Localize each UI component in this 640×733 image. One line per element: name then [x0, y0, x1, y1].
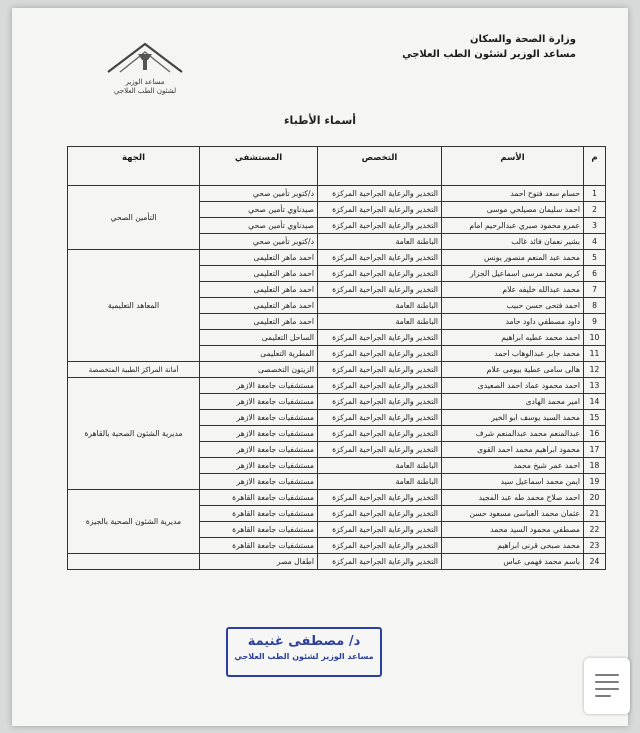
row-number: 4	[584, 234, 606, 250]
doctor-name: مصطفي محمود السيد محمد	[442, 522, 584, 538]
doctor-name: محمد عبد المنعم منصور يونس	[442, 250, 584, 266]
row-number: 12	[584, 362, 606, 378]
table-row	[68, 378, 606, 394]
row-number: 7	[584, 282, 606, 298]
doctor-name: احمد سليمان مصيلحي موسى	[442, 202, 584, 218]
doctor-name: احمد محمود عماد احمد الصعيدى	[442, 378, 584, 394]
doctor-specialty: الباطنة العامة	[318, 234, 442, 250]
row-number: 17	[584, 442, 606, 458]
doctor-hospital: الزيتون التخصصى	[200, 362, 318, 378]
stamp-name: د/ مصطفى غنيمة	[247, 634, 361, 649]
doctor-specialty: التخدير والرعاية الجراحية المركزة	[318, 378, 442, 394]
table-row	[68, 554, 606, 570]
authority-cairo: مديرية الشئون الصحية بالقاهرة	[68, 378, 200, 490]
column-header-num: م	[584, 147, 606, 186]
authority-empty	[68, 554, 200, 570]
doctor-name: محمود ابراهيم محمد احمد القوى	[442, 442, 584, 458]
doctor-hospital: مستشفيات جامعة القاهرة	[200, 506, 318, 522]
table-row	[68, 490, 606, 506]
row-number: 13	[584, 378, 606, 394]
doctor-hospital: احمد ماهر التعليمى	[200, 298, 318, 314]
row-number: 2	[584, 202, 606, 218]
doctor-name: عثمان محمد العباسى مسعود حسن	[442, 506, 584, 522]
doctor-specialty: التخدير والرعاية الجراحية المركزة	[318, 282, 442, 298]
doc-lines-icon	[595, 681, 619, 683]
doctor-hospital: مستشفيات جامعة الازهر	[200, 378, 318, 394]
row-number: 14	[584, 394, 606, 410]
row-number: 6	[584, 266, 606, 282]
doctor-name: حسام سعد فتوح احمد	[442, 186, 584, 202]
doctor-hospital: د/كتوبر تأمين صحي	[200, 234, 318, 250]
doctor-specialty: التخدير والرعاية الجراحية المركزة	[318, 266, 442, 282]
document-view-button[interactable]	[584, 658, 630, 714]
doctor-name: داود مصطفي داود حامد	[442, 314, 584, 330]
document-page	[12, 8, 628, 726]
doctor-specialty: التخدير والرعاية الجراحية المركزة	[318, 538, 442, 554]
doctor-hospital: مستشفيات جامعة الازهر	[200, 394, 318, 410]
column-header-authority: الجهة	[68, 147, 200, 186]
doctor-name: احمد محمد عطيه ابراهيم	[442, 330, 584, 346]
doctor-hospital: مستشفيات جامعة الازهر	[200, 426, 318, 442]
doctor-name: امير محمد الهادى	[442, 394, 584, 410]
table-row	[68, 250, 606, 266]
doctor-hospital: الساحل التعليمى	[200, 330, 318, 346]
authority-insurance: التأمين الصحي	[68, 186, 200, 250]
doctor-specialty: الباطنة العامة	[318, 298, 442, 314]
row-number: 23	[584, 538, 606, 554]
doctor-name: كريم محمد مرسى اسماعيل الجزار	[442, 266, 584, 282]
doctor-hospital: مستشفيات جامعة القاهرة	[200, 490, 318, 506]
column-header-specialty: التخصص	[318, 147, 442, 186]
column-header-name: الأسم	[442, 147, 584, 186]
doctor-hospital: مستشفيات جامعة الازهر	[200, 410, 318, 426]
authority-giza: مديرية الشئون الصحية بالجيزة	[68, 490, 200, 554]
doctor-name: ايمن محمد اسماعيل سيد	[442, 474, 584, 490]
stamp-title: مساعد الوزير لشئون الطب العلاجي	[234, 652, 374, 661]
doctor-specialty: الباطنة العامة	[318, 458, 442, 474]
ministry-logo	[90, 38, 200, 100]
doctor-hospital: اطفال مصر	[200, 554, 318, 570]
row-number: 24	[584, 554, 606, 570]
logo-caption-1: مساعد الوزير	[125, 78, 165, 86]
doctor-name: بشير نعمان فائد غالب	[442, 234, 584, 250]
doctor-specialty: التخدير والرعاية الجراحية المركزة	[318, 426, 442, 442]
doctor-specialty: التخدير والرعاية الجراحية المركزة	[318, 506, 442, 522]
row-number: 22	[584, 522, 606, 538]
doctor-hospital: مستشفيات جامعة الازهر	[200, 474, 318, 490]
doctor-name: عمرو محمود صبري عبدالرحيم امام	[442, 218, 584, 234]
row-number: 20	[584, 490, 606, 506]
doctor-specialty: التخدير والرعاية الجراحية المركزة	[318, 442, 442, 458]
doctor-hospital: صيدناوي تأمين صحي	[200, 218, 318, 234]
doctor-specialty: الباطنة العامة	[318, 314, 442, 330]
doctor-hospital: احمد ماهر التعليمى	[200, 266, 318, 282]
row-number: 1	[584, 186, 606, 202]
row-number: 9	[584, 314, 606, 330]
doctor-specialty: التخدير والرعاية الجراحية المركزة	[318, 410, 442, 426]
doctor-specialty: التخدير والرعاية الجراحية المركزة	[318, 330, 442, 346]
doctor-specialty: التخدير والرعاية الجراحية المركزة	[318, 394, 442, 410]
doctor-name: محمد جابر عبدالوهاب احمد	[442, 346, 584, 362]
doctor-name: عبدالمنعم محمد عبدالمنعم شرف	[442, 426, 584, 442]
row-number: 11	[584, 346, 606, 362]
row-number: 10	[584, 330, 606, 346]
doctor-hospital: احمد ماهر التعليمى	[200, 250, 318, 266]
authority-institutes: المعاهد التعليمية	[68, 250, 200, 362]
official-stamp	[226, 627, 382, 677]
logo-caption-2: لشئون الطب العلاجي	[113, 87, 177, 95]
doctors-table	[67, 146, 606, 570]
doctor-hospital: د/كتوبر تأمين صحي	[200, 186, 318, 202]
pyramid-logo-icon	[90, 38, 200, 78]
doctor-specialty: التخدير والرعاية الجراحية المركزة	[318, 554, 442, 570]
doctor-specialty: التخدير والرعاية الجراحية المركزة	[318, 186, 442, 202]
doctor-hospital: احمد ماهر التعليمى	[200, 314, 318, 330]
row-number: 16	[584, 426, 606, 442]
letterhead	[402, 32, 576, 62]
row-number: 21	[584, 506, 606, 522]
doctor-specialty: التخدير والرعاية الجراحية المركزة	[318, 490, 442, 506]
doctor-name: محمد السيد يوسف ابو الخير	[442, 410, 584, 426]
doctor-specialty: التخدير والرعاية الجراحية المركزة	[318, 522, 442, 538]
doc-lines-icon	[595, 674, 619, 676]
doctor-hospital: مستشفيات جامعة القاهرة	[200, 538, 318, 554]
table-row	[68, 186, 606, 202]
doctor-specialty: التخدير والرعاية الجراحية المركزة	[318, 346, 442, 362]
row-number: 8	[584, 298, 606, 314]
authority-specialized: أمانة المراكز الطبية المتخصصة	[68, 362, 200, 378]
row-number: 19	[584, 474, 606, 490]
row-number: 3	[584, 218, 606, 234]
doc-lines-icon	[595, 695, 611, 697]
doctor-specialty: التخدير والرعاية الجراحية المركزة	[318, 250, 442, 266]
doctor-specialty: التخدير والرعاية الجراحية المركزة	[318, 362, 442, 378]
doctor-specialty: التخدير والرعاية الجراحية المركزة	[318, 202, 442, 218]
doctor-hospital: صيدناوي تأمين صحي	[200, 202, 318, 218]
column-header-hospital: المستشفي	[200, 147, 318, 186]
doctor-hospital: مستشفيات جامعة الازهر	[200, 442, 318, 458]
row-number: 15	[584, 410, 606, 426]
doctor-name: هالى سامى عطية بيومى علام	[442, 362, 584, 378]
doctor-specialty: التخدير والرعاية الجراحية المركزة	[318, 218, 442, 234]
row-number: 5	[584, 250, 606, 266]
doctor-hospital: المطرية التعليمى	[200, 346, 318, 362]
table-header-row	[68, 147, 606, 186]
doctor-hospital: مستشفيات جامعة الازهر	[200, 458, 318, 474]
doctor-name: احمد فتحى حسن حبيب	[442, 298, 584, 314]
ministry-name: وزارة الصحة والسكان	[469, 34, 576, 45]
doctor-name: باسم محمد فهمى عباس	[442, 554, 584, 570]
table-row	[68, 362, 606, 378]
row-number: 18	[584, 458, 606, 474]
doctor-specialty: الباطنة العامة	[318, 474, 442, 490]
doctor-hospital: مستشفيات جامعة القاهرة	[200, 522, 318, 538]
doctor-name: احمد عمر شيخ محمد	[442, 458, 584, 474]
doctor-name: محمد عبدالله خليفه علام	[442, 282, 584, 298]
doctor-hospital: احمد ماهر التعليمى	[200, 282, 318, 298]
doc-lines-icon	[595, 688, 619, 690]
page-title: أسماء الأطباء	[283, 114, 357, 127]
office-name: مساعد الوزير لشئون الطب العلاجي	[402, 49, 576, 60]
doctor-name: محمد صبحى قرنى ابراهيم	[442, 538, 584, 554]
doctor-name: احمد صلاح محمد طه عبد المجيد	[442, 490, 584, 506]
